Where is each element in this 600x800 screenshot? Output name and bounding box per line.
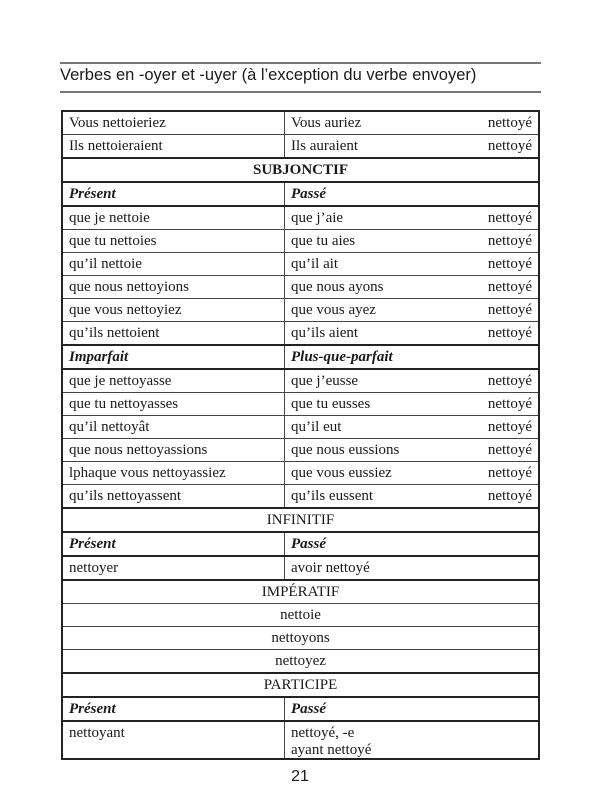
- section-header: [62, 158, 539, 182]
- simple-form: qu’il nettoie: [62, 253, 285, 276]
- imperatif-row: [62, 604, 539, 627]
- conjugation-row: [62, 111, 539, 135]
- section-header: [62, 508, 539, 532]
- simple-form: que je nettoyasse: [62, 369, 285, 393]
- simple-form: qu’il nettoyât: [62, 416, 285, 439]
- past-participle: nettoyé: [487, 256, 532, 272]
- infinitif-passe: avoir nettoyé: [285, 556, 540, 580]
- conjugation-row: [62, 230, 539, 253]
- conjugation-row: [62, 135, 539, 159]
- simple-form: qu’ils nettoyassent: [62, 485, 285, 509]
- tense-label: Passé: [285, 182, 540, 206]
- compound-form: [285, 322, 540, 346]
- conjugation-row: [62, 276, 539, 299]
- tense-label: Présent: [62, 697, 285, 721]
- auxiliary: que j’eusse: [291, 373, 359, 389]
- conjugation-row: [62, 416, 539, 439]
- conjugation-row: [62, 485, 539, 509]
- simple-form: que tu nettoies: [62, 230, 285, 253]
- tense-label: Présent: [62, 182, 285, 206]
- infinitif-present: nettoyer: [62, 556, 285, 580]
- imperatif-row: [62, 627, 539, 650]
- compound-form: [285, 369, 540, 393]
- auxiliary: que tu aies: [291, 233, 356, 249]
- infinitif-row: [62, 556, 539, 580]
- header-rule: [60, 91, 541, 93]
- past-participle: nettoyé: [487, 419, 532, 435]
- conjugation-row: [62, 206, 539, 230]
- auxiliary: qu’ils eussent: [291, 488, 374, 504]
- past-participle: nettoyé: [487, 373, 532, 389]
- section-title: SUBJONCTIF: [62, 158, 539, 182]
- auxiliary: que tu eusses: [291, 396, 371, 412]
- tense-label: Imparfait: [62, 345, 285, 369]
- section-title: INFINITIF: [62, 508, 539, 532]
- compound-form: [285, 253, 540, 276]
- conjugation-row: [62, 439, 539, 462]
- simple-form: que nous nettoyassions: [62, 439, 285, 462]
- past-participle: nettoyé: [487, 233, 532, 249]
- tense-label: Passé: [285, 697, 540, 721]
- imperatif-form: nettoie: [62, 604, 539, 627]
- conjugation-table: [61, 110, 540, 760]
- past-participle: nettoyé: [487, 465, 532, 481]
- simple-form: que tu nettoyasses: [62, 393, 285, 416]
- section-header: [62, 673, 539, 697]
- past-participle: nettoyé: [487, 442, 532, 458]
- compound-form: [285, 485, 540, 509]
- conjugation-row: [62, 393, 539, 416]
- compound-form: [285, 462, 540, 485]
- simple-form: qu’ils nettoient: [62, 322, 285, 346]
- past-participle: nettoyé: [487, 115, 532, 131]
- auxiliary: Vous auriez: [291, 115, 362, 131]
- past-participle: nettoyé: [487, 210, 532, 226]
- compound-form: [285, 135, 540, 159]
- auxiliary: que nous ayons: [291, 279, 384, 295]
- auxiliary: que vous ayez: [291, 302, 376, 318]
- simple-form: Ils nettoieraient: [62, 135, 285, 159]
- auxiliary: qu’il ait: [291, 256, 339, 272]
- auxiliary: que vous eussiez: [291, 465, 392, 481]
- participe-row: [62, 721, 539, 759]
- auxiliary: que j’aie: [291, 210, 344, 226]
- simple-form: Vous nettoieriez: [62, 111, 285, 135]
- simple-form: que je nettoie: [62, 206, 285, 230]
- section-title: IMPÉRATIF: [62, 580, 539, 604]
- section-title: PARTICIPE: [62, 673, 539, 697]
- compound-form: [285, 393, 540, 416]
- participe-passe-line: ayant nettoyé: [291, 742, 372, 758]
- simple-form: que nous nettoyions: [62, 276, 285, 299]
- conjugation-row: [62, 369, 539, 393]
- tense-header-row: [62, 345, 539, 369]
- simple-form: que vous nettoyiez: [62, 299, 285, 322]
- conjugation-row: [62, 299, 539, 322]
- past-participle: nettoyé: [487, 325, 532, 341]
- participe-passe-line: nettoyé, -e: [291, 725, 355, 741]
- past-participle: nettoyé: [487, 302, 532, 318]
- tense-label: Présent: [62, 532, 285, 556]
- page-number: 21: [291, 768, 309, 785]
- tense-header-row: [62, 182, 539, 206]
- auxiliary: que nous eussions: [291, 442, 400, 458]
- conjugation-row: [62, 253, 539, 276]
- conjugation-row: [62, 462, 539, 485]
- participe-present: nettoyant: [62, 721, 285, 759]
- section-header: [62, 580, 539, 604]
- past-participle: nettoyé: [487, 488, 532, 504]
- tense-header-row: [62, 532, 539, 556]
- past-participle: nettoyé: [487, 138, 532, 154]
- top-rule: [60, 62, 541, 64]
- auxiliary: Ils auraient: [291, 138, 359, 154]
- compound-form: [285, 206, 540, 230]
- imperatif-form: nettoyons: [62, 627, 539, 650]
- tense-label: Plus-que-parfait: [285, 345, 540, 369]
- compound-form: [285, 111, 540, 135]
- compound-form: [285, 439, 540, 462]
- tense-header-row: [62, 697, 539, 721]
- conjugation-row: [62, 322, 539, 346]
- imperatif-row: [62, 650, 539, 674]
- compound-form: [285, 416, 540, 439]
- imperatif-form: nettoyez: [62, 650, 539, 674]
- tense-label: Passé: [285, 532, 540, 556]
- compound-form: [285, 299, 540, 322]
- past-participle: nettoyé: [487, 396, 532, 412]
- auxiliary: qu’ils aient: [291, 325, 359, 341]
- participe-passe: [285, 721, 540, 759]
- compound-form: [285, 276, 540, 299]
- past-participle: nettoyé: [487, 279, 532, 295]
- page-header-title: Verbes en -oyer et -uyer (à l’exception du verbe envoyer): [60, 66, 477, 84]
- compound-form: [285, 230, 540, 253]
- simple-form: lphaque vous nettoyassiez: [62, 462, 285, 485]
- auxiliary: qu’il eut: [291, 419, 342, 435]
